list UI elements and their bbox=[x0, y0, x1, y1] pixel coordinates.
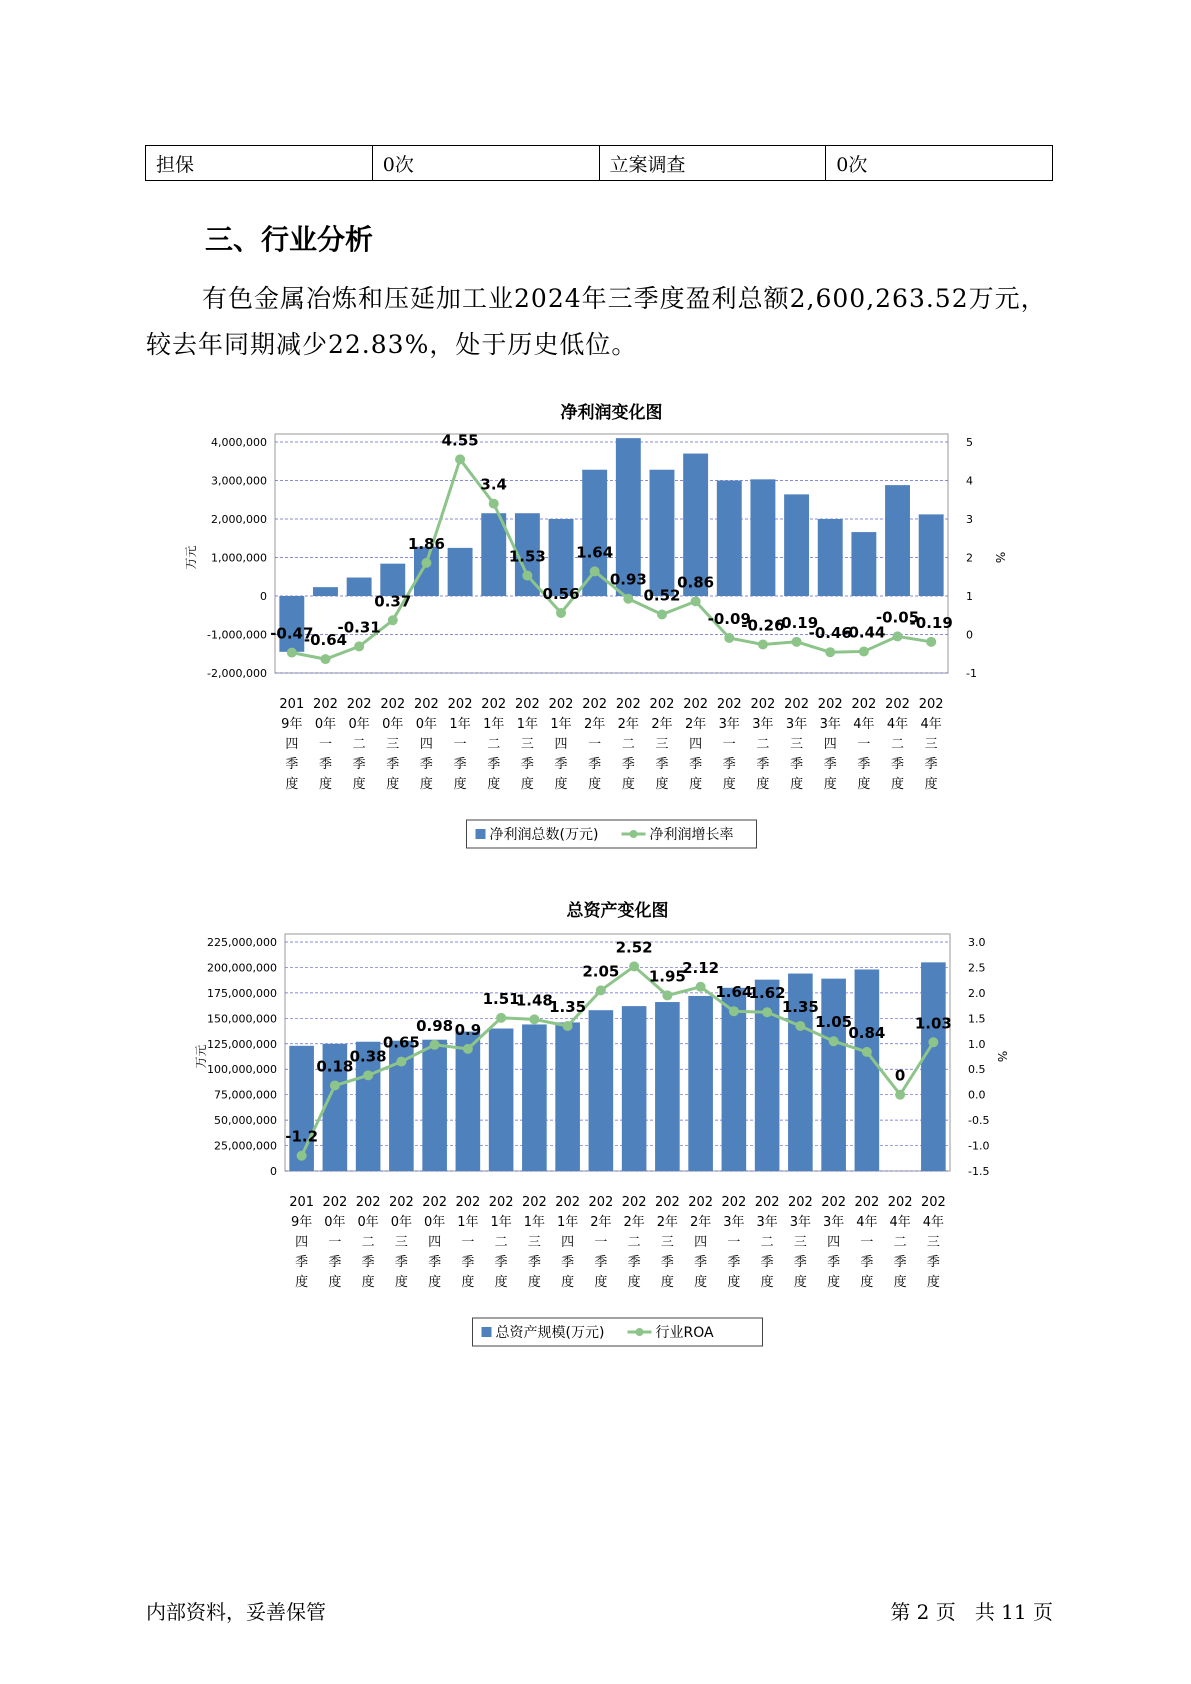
data-label: -0.19 bbox=[774, 613, 819, 632]
legend-bar-swatch bbox=[476, 829, 486, 839]
data-label: -0.46 bbox=[808, 624, 852, 643]
net-profit-chart bbox=[0, 390, 1191, 850]
data-label: 3.4 bbox=[480, 475, 508, 494]
line-point bbox=[825, 647, 835, 657]
body-paragraph: 有色金属冶炼和压延加工业2024年三季度盈利总额2,600,263.52万元，较去年同期减少22.83%，处于历史低位。 bbox=[146, 284, 1047, 359]
line-point bbox=[297, 1151, 307, 1161]
x-tick-label: 202 1年三季度 bbox=[521, 1195, 547, 1290]
y2-tick-label: 3 bbox=[966, 513, 973, 526]
y2-tick-label: -1.0 bbox=[968, 1139, 990, 1153]
line-point bbox=[862, 1047, 872, 1057]
x-tick-label: 202 4年三季度 bbox=[920, 1195, 946, 1290]
line-point bbox=[396, 1057, 406, 1067]
x-tick-label: 202 1年一季度 bbox=[455, 1195, 481, 1290]
bar bbox=[919, 514, 944, 596]
line-point bbox=[928, 1037, 938, 1047]
x-tick-label: 202 1年四季度 bbox=[555, 1195, 581, 1290]
line-point bbox=[489, 499, 499, 509]
footer-right: 第 2 页 共 11 页 bbox=[890, 1600, 1053, 1624]
line-point bbox=[563, 1021, 573, 1031]
y-tick-label: 25,000,000 bbox=[214, 1139, 277, 1153]
y-tick-label: 50,000,000 bbox=[214, 1114, 277, 1128]
x-tick-label: 201 9年四季度 bbox=[289, 1195, 315, 1290]
line-point bbox=[496, 1013, 506, 1023]
x-tick-label: 201 9年四季度 bbox=[279, 697, 305, 792]
legend-line-marker bbox=[636, 1328, 644, 1336]
y2-tick-label: 3.0 bbox=[968, 936, 986, 949]
line-point bbox=[421, 558, 431, 568]
chart-title: 总资产变化图 bbox=[566, 901, 669, 921]
x-tick-label: 202 2年二季度 bbox=[621, 1195, 647, 1290]
y-tick-label: -2,000,000 bbox=[207, 667, 267, 680]
line-point bbox=[354, 641, 364, 651]
data-label: 0.52 bbox=[643, 586, 681, 605]
bar bbox=[750, 479, 775, 596]
y-tick-label: 100,000,000 bbox=[207, 1063, 277, 1077]
section-title: 三、行业分析 bbox=[205, 223, 374, 256]
line-point bbox=[893, 631, 903, 641]
line-point bbox=[330, 1081, 340, 1091]
y2-tick-label: 1.0 bbox=[968, 1037, 986, 1051]
line-point bbox=[691, 596, 701, 606]
x-tick-label: 202 3年二季度 bbox=[750, 697, 776, 792]
legend-label: 净利润总数(万元) bbox=[489, 827, 599, 843]
line-point bbox=[623, 594, 633, 604]
line-point bbox=[795, 1021, 805, 1031]
line-point bbox=[363, 1070, 373, 1080]
data-label: 1.51 bbox=[482, 989, 520, 1008]
line-point bbox=[762, 1007, 772, 1017]
bar bbox=[855, 969, 880, 1171]
data-label: 0.86 bbox=[677, 573, 715, 592]
bar bbox=[885, 485, 910, 596]
x-tick-label: 202 0年一季度 bbox=[313, 697, 338, 792]
info-table bbox=[145, 145, 1053, 181]
x-tick-label: 202 4年一季度 bbox=[854, 1195, 880, 1290]
data-label: 1.86 bbox=[407, 534, 445, 553]
y2-tick-label: -1 bbox=[966, 667, 977, 680]
data-label: 1.62 bbox=[748, 984, 786, 1003]
x-tick-label: 202 3年四季度 bbox=[821, 1195, 847, 1290]
table-row bbox=[146, 146, 1053, 181]
x-tick-label: 202 4年三季度 bbox=[918, 697, 944, 792]
x-tick-label: 202 1年一季度 bbox=[447, 697, 473, 792]
x-tick-label: 202 2年三季度 bbox=[654, 1195, 680, 1290]
x-tick-label: 202 0年三季度 bbox=[388, 1195, 414, 1290]
bar bbox=[555, 1022, 580, 1171]
y-tick-label: 75,000,000 bbox=[214, 1088, 277, 1102]
x-tick-label: 202 1年二季度 bbox=[488, 1195, 514, 1290]
y2-tick-label: 0.0 bbox=[968, 1088, 986, 1102]
data-label: 1.05 bbox=[815, 1013, 853, 1032]
x-tick-label: 202 3年四季度 bbox=[817, 697, 843, 792]
x-tick-label: 202 0年一季度 bbox=[322, 1195, 348, 1290]
table-cell: 0次 bbox=[372, 146, 599, 181]
x-tick-label: 202 2年四季度 bbox=[688, 1195, 714, 1290]
y-tick-label: -1,000,000 bbox=[207, 628, 267, 642]
data-label: -0.26 bbox=[741, 616, 785, 635]
x-tick-label: 202 0年三季度 bbox=[380, 697, 406, 792]
footer-left: 内部资料，妥善保管 bbox=[146, 1600, 326, 1624]
x-tick-label: 202 4年二季度 bbox=[887, 1195, 913, 1290]
y2-tick-label: 2.5 bbox=[968, 961, 986, 975]
bar bbox=[921, 962, 946, 1171]
data-label: 0.9 bbox=[454, 1020, 482, 1039]
x-tick-label: 202 0年二季度 bbox=[346, 697, 372, 792]
data-label: -0.44 bbox=[842, 623, 886, 642]
y-tick-label: 4,000,000 bbox=[211, 436, 267, 449]
line-point bbox=[859, 646, 869, 656]
y-tick-label: 200,000,000 bbox=[207, 961, 277, 975]
line-point bbox=[926, 637, 936, 647]
line-point bbox=[522, 571, 532, 581]
data-label: 0.37 bbox=[374, 592, 412, 611]
bar bbox=[818, 519, 843, 596]
y-tick-label: 1,000,000 bbox=[211, 551, 267, 565]
chart-title: 净利润变化图 bbox=[560, 403, 663, 423]
table-cell: 担保 bbox=[146, 146, 373, 181]
bar bbox=[313, 587, 338, 596]
y-tick-label: 3,000,000 bbox=[211, 474, 267, 488]
x-tick-label: 202 2年四季度 bbox=[683, 697, 709, 792]
data-label: -0.47 bbox=[270, 624, 314, 643]
bar bbox=[489, 1029, 514, 1171]
x-tick-label: 202 3年二季度 bbox=[754, 1195, 780, 1290]
line-point bbox=[529, 1014, 539, 1024]
bar bbox=[717, 481, 742, 597]
bar bbox=[655, 1002, 680, 1171]
data-label: 2.05 bbox=[582, 962, 620, 981]
line-point bbox=[696, 982, 706, 992]
y2-tick-label: -1.5 bbox=[968, 1165, 990, 1178]
y-axis-label: 万元 bbox=[194, 1044, 208, 1069]
x-tick-label: 202 2年一季度 bbox=[588, 1195, 614, 1290]
y2-tick-label: -0.5 bbox=[968, 1114, 990, 1128]
bar bbox=[347, 578, 372, 596]
legend-label: 总资产规模(万元) bbox=[495, 1325, 605, 1341]
bar bbox=[784, 494, 809, 596]
y2-tick-label: 0 bbox=[966, 628, 973, 642]
data-label: -0.05 bbox=[875, 608, 920, 627]
bar bbox=[380, 564, 405, 596]
bar bbox=[622, 1006, 647, 1171]
x-tick-label: 202 1年二季度 bbox=[481, 697, 507, 792]
x-tick-label: 202 3年三季度 bbox=[787, 1195, 813, 1290]
data-label: 0.84 bbox=[848, 1023, 886, 1042]
line-point bbox=[287, 648, 297, 658]
bar bbox=[851, 532, 876, 596]
x-tick-label: 202 2年一季度 bbox=[582, 697, 608, 792]
data-label: -0.19 bbox=[909, 613, 953, 632]
data-label: -0.64 bbox=[303, 631, 348, 650]
y-axis-label: 万元 bbox=[184, 545, 198, 570]
data-label: 1.64 bbox=[715, 983, 753, 1002]
y2-tick-label: 2.0 bbox=[968, 986, 986, 1000]
bar bbox=[688, 996, 713, 1171]
line-point bbox=[758, 640, 768, 650]
data-label: 0.98 bbox=[416, 1016, 454, 1035]
data-label: 1.95 bbox=[648, 967, 686, 986]
y2-axis-label: % bbox=[995, 1050, 1009, 1063]
line-point bbox=[724, 633, 734, 643]
y2-tick-label: 1.5 bbox=[968, 1012, 986, 1026]
bar bbox=[414, 547, 439, 596]
y2-tick-label: 0.5 bbox=[968, 1063, 986, 1077]
x-tick-label: 202 0年四季度 bbox=[414, 697, 439, 792]
y-tick-label: 125,000,000 bbox=[207, 1037, 277, 1051]
data-label: 1.64 bbox=[576, 543, 614, 562]
table-cell: 立案调查 bbox=[599, 146, 826, 181]
total-assets-chart bbox=[0, 888, 1191, 1348]
line-point bbox=[729, 1006, 739, 1016]
y-tick-label: 0 bbox=[270, 1165, 277, 1178]
bar bbox=[522, 1024, 547, 1171]
data-label: 1.03 bbox=[914, 1014, 952, 1033]
data-label: 2.12 bbox=[682, 958, 720, 977]
legend-label: 净利润增长率 bbox=[649, 827, 734, 843]
x-tick-label: 202 1年四季度 bbox=[548, 697, 574, 792]
data-label: 2.52 bbox=[615, 938, 653, 957]
y-tick-label: 0 bbox=[260, 590, 267, 603]
legend-line-marker bbox=[630, 830, 638, 838]
data-label: 1.48 bbox=[515, 991, 553, 1010]
y2-tick-label: 5 bbox=[966, 436, 973, 449]
data-label: 1.53 bbox=[508, 547, 546, 566]
y2-tick-label: 1 bbox=[966, 590, 973, 603]
line-point bbox=[590, 566, 600, 576]
x-tick-label: 202 4年二季度 bbox=[885, 697, 910, 792]
line-point bbox=[463, 1044, 473, 1054]
x-tick-label: 202 2年三季度 bbox=[649, 697, 675, 792]
bar bbox=[589, 1010, 614, 1171]
bar bbox=[448, 548, 473, 596]
legend-label: 行业ROA bbox=[655, 1325, 714, 1341]
data-label: 1.35 bbox=[549, 997, 587, 1016]
y-tick-label: 225,000,000 bbox=[207, 936, 277, 949]
bar bbox=[821, 979, 846, 1171]
x-tick-label: 202 0年四季度 bbox=[422, 1195, 448, 1290]
x-tick-label: 202 3年一季度 bbox=[716, 697, 742, 792]
data-label: 0 bbox=[894, 1066, 906, 1085]
y-tick-label: 2,000,000 bbox=[211, 513, 267, 526]
table-cell: 0次 bbox=[826, 146, 1053, 181]
line-point bbox=[388, 615, 398, 625]
data-label: 0.38 bbox=[349, 1047, 387, 1066]
line-point bbox=[662, 990, 672, 1000]
y2-tick-label: 2 bbox=[966, 551, 973, 565]
y2-tick-label: 4 bbox=[966, 474, 973, 488]
bar bbox=[650, 470, 675, 596]
line-point bbox=[430, 1040, 440, 1050]
line-point bbox=[895, 1090, 905, 1100]
data-label: 0.18 bbox=[316, 1057, 354, 1076]
line-point bbox=[556, 608, 566, 618]
line-point bbox=[792, 637, 802, 647]
line-point bbox=[629, 961, 639, 971]
x-tick-label: 202 2年二季度 bbox=[615, 697, 641, 792]
line-point bbox=[596, 985, 606, 995]
line-point bbox=[829, 1036, 839, 1046]
data-label: -0.09 bbox=[707, 609, 751, 628]
data-label: 0.93 bbox=[609, 570, 647, 589]
bar bbox=[422, 1040, 447, 1171]
data-label: 0.65 bbox=[382, 1033, 420, 1052]
x-tick-label: 202 3年一季度 bbox=[721, 1195, 747, 1290]
line-point bbox=[657, 609, 667, 619]
data-label: -1.2 bbox=[285, 1127, 319, 1146]
data-label: -0.31 bbox=[337, 618, 381, 637]
y-tick-label: 175,000,000 bbox=[207, 986, 277, 1000]
line-point bbox=[320, 654, 330, 664]
legend-bar-swatch bbox=[482, 1327, 492, 1337]
x-tick-label: 202 1年三季度 bbox=[514, 697, 540, 792]
data-label: 4.55 bbox=[441, 431, 479, 450]
x-tick-label: 202 0年二季度 bbox=[355, 1195, 381, 1290]
data-label: 0.56 bbox=[542, 584, 580, 603]
x-tick-label: 202 4年一季度 bbox=[851, 697, 877, 792]
y-tick-label: 150,000,000 bbox=[207, 1012, 277, 1026]
x-tick-label: 202 3年三季度 bbox=[784, 697, 809, 792]
data-label: 1.35 bbox=[781, 997, 819, 1016]
y2-axis-label: % bbox=[993, 551, 1007, 564]
line-point bbox=[455, 454, 465, 464]
